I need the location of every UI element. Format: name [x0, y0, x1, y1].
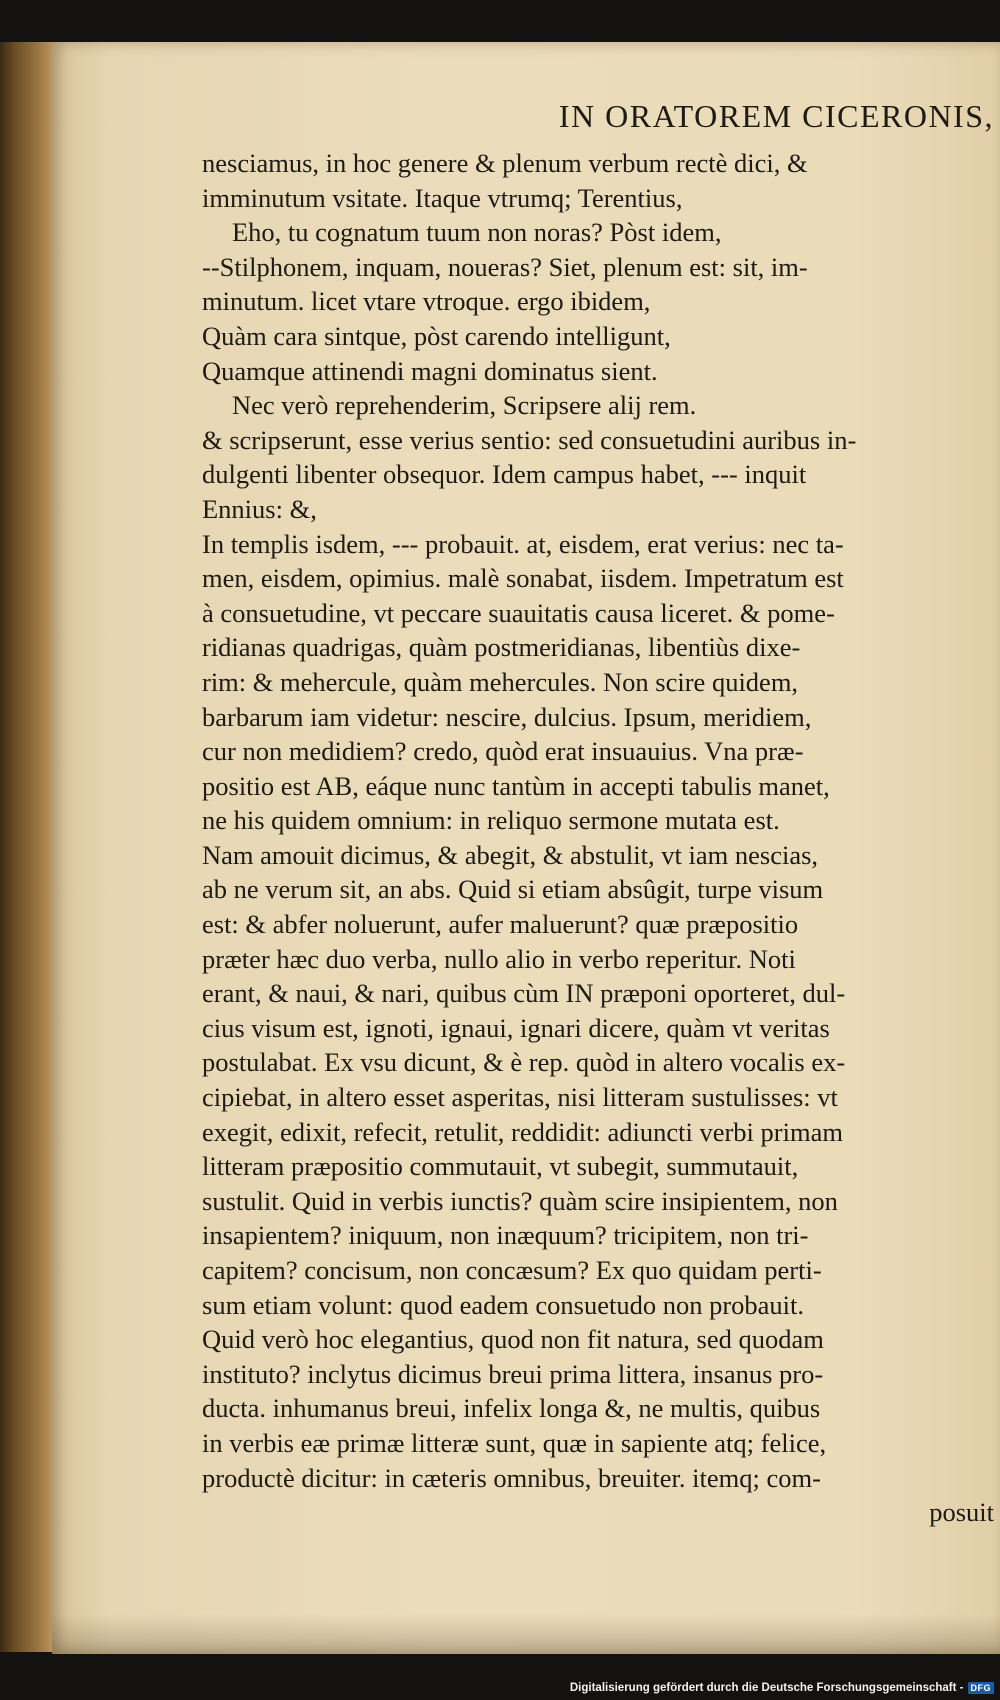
text-line: Eho, tu cognatum tuum non noras? Pòst idem, [232, 217, 722, 248]
text-line: In templis isdem, --- probauit. at, eisdem, erat verius: nec ta- [202, 528, 844, 559]
body-text [202, 146, 1000, 1530]
text-line: men, eisdem, opimius. malè sonabat, iisdem. Impetratum est [202, 563, 844, 594]
catchword: posuit [929, 1497, 994, 1528]
text-line: exegit, edixit, refecit, retulit, reddidit: adiuncti verbi primam [202, 1116, 843, 1147]
text-line: à consuetudine, vt peccare suauitatis causa liceret. & pome- [202, 597, 835, 628]
text-line: erant, & naui, & nari, quibus cùm IN præponi oporteret, dul- [202, 978, 846, 1009]
text-line: capitem? concisum, non concæsum? Ex quo quidam perti- [202, 1255, 822, 1285]
text-line: minutum. licet vtare vtroque. ergo ibidem, [202, 286, 651, 317]
dfg-logo: DFG [968, 1682, 995, 1694]
digitization-credit [570, 1682, 994, 1694]
text-line: productè dicitur: in cæteris omnibus, breuiter. itemq; com- [202, 1462, 821, 1493]
text-line: instituto? inclytus dicimus breui prima littera, insanus pro- [202, 1358, 824, 1389]
text-block [202, 92, 1000, 1530]
book-page [52, 42, 1000, 1654]
text-line: positio est AB, eáque nunc tantùm in accepti tabulis manet, [202, 770, 830, 801]
text-line: ne his quidem omnium: in reliquo sermone mutata est. [202, 805, 780, 836]
text-line: Quid verò hoc elegantius, quod non fit natura, sed quodam [202, 1324, 824, 1355]
text-line: imminutum vsitate. Itaque vtrumq; Terentius, [202, 182, 683, 213]
text-line: cipiebat, in altero esset asperitas, nisi litteram sustulisses: vt [202, 1082, 838, 1113]
running-head: IN ORATOREM CICERONIS, [558, 98, 994, 134]
text-line: nesciamus, in hoc genere & plenum verbum rectè dici, & [202, 148, 808, 178]
text-line: Quàm cara sintque, pòst carendo intelligunt, [202, 320, 671, 351]
credit-text: Digitalisierung gefördert durch die Deutsche Forschungsgemeinschaft - [569, 1682, 964, 1694]
text-line: Ennius: &, [202, 493, 317, 524]
text-line: ab ne verum sit, an abs. Quid si etiam absûgit, turpe visum [202, 874, 824, 905]
text-line: Quamque attinendi magni dominatus sient. [202, 355, 658, 386]
text-line: sustulit. Quid in verbis iunctis? quàm scire insipientem, non [202, 1185, 838, 1216]
text-line: dulgenti libenter obsequor. Idem campus habet, --- inquit [202, 459, 807, 490]
text-line: rim: & mehercule, quàm mehercules. Non scire quidem, [202, 666, 799, 697]
text-line: in verbis eæ primæ litteræ sunt, quæ in sapiente atq; felice, [202, 1427, 827, 1458]
text-line: præter hæc duo verba, nullo alio in verbo reperitur. Noti [202, 943, 796, 974]
text-line: postulabat. Ex vsu dicunt, & è rep. quòd in altero vocalis ex- [202, 1047, 846, 1078]
text-line: cius visum est, ignoti, ignaui, ignari dicere, quàm vt veritas [202, 1012, 830, 1043]
text-line: insapientem? iniquum, non inæquum? tricipitem, non tri- [202, 1220, 809, 1251]
text-line: est: & abfer noluerunt, aufer maluerunt? quæ præpositio [202, 909, 799, 940]
text-line: ducta. inhumanus breui, infelix longa &, ne multis, quibus [202, 1393, 821, 1424]
text-line: ridianas quadrigas, quàm postmeridianas, libentiùs dixe- [202, 632, 801, 663]
text-line: --Stilphonem, inquam, noueras? Siet, plenum est: sit, im- [202, 251, 808, 282]
text-line: barbarum iam videtur: nescire, dulcius. Ipsum, meridiem, [202, 701, 812, 732]
book-spine-edge [0, 42, 60, 1652]
text-line: litteram præpositio commutauit, vt subegit, summutauit, [202, 1151, 799, 1182]
text-line: Nec verò reprehenderim, Scripsere alij rem. [232, 390, 697, 421]
text-line: cur non medidiem? credo, quòd erat insuauius. Vna præ- [202, 736, 804, 767]
text-line: & scripserunt, esse verius sentio: sed consuetudini auribus in- [202, 424, 857, 455]
text-line: sum etiam volunt: quod eadem consuetudo non probauit. [202, 1289, 805, 1320]
text-line: Nam amouit dicimus, & abegit, & abstulit, vt iam nescias, [202, 839, 819, 870]
